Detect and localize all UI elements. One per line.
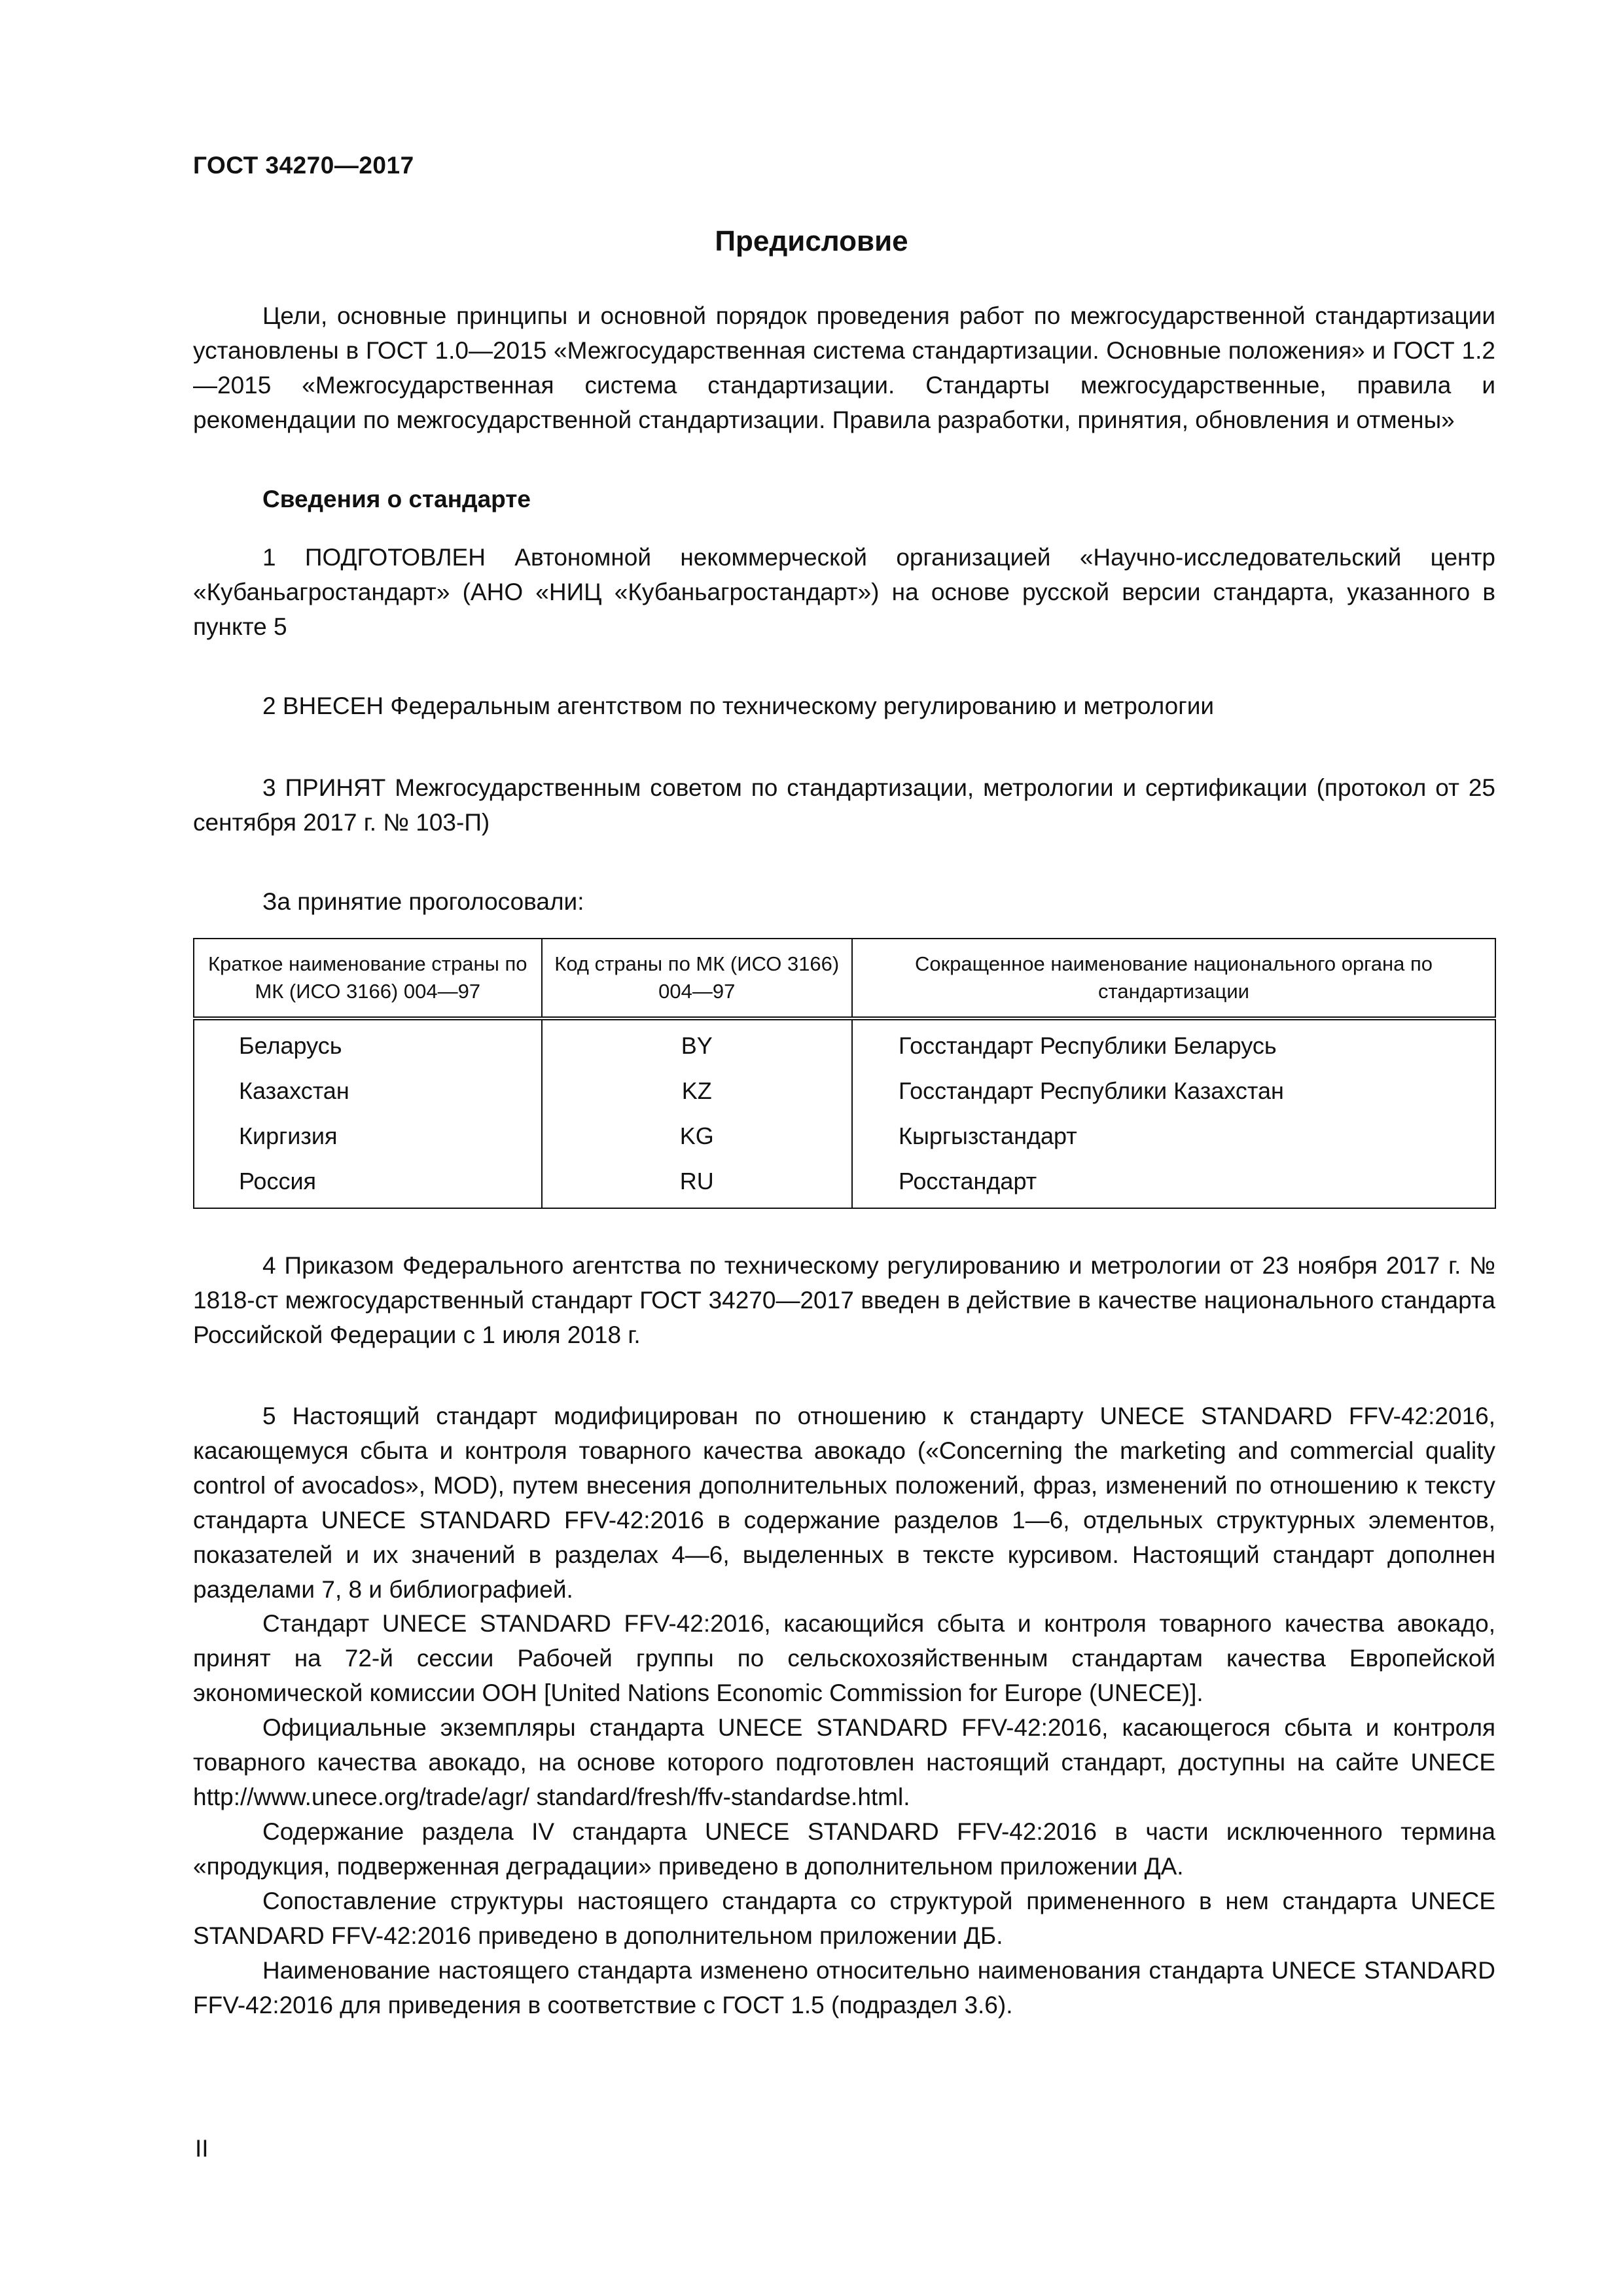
item-5-paragraph: Наименование настоящего стандарта изменено относительно наименования стандарта UNECE STANDARD FFV-42:2016 для приведения в соответствие с ГОСТ 1.5 (подраздел 3.6). (193, 1957, 1495, 2018)
code-cell: KZ (542, 1068, 852, 1113)
country-cell: Россия (194, 1158, 542, 1208)
country-cell: Казахстан (194, 1068, 542, 1113)
header-country-code: Код страны по МК (ИСО 3166) 004—97 (542, 939, 852, 1018)
voting-table (193, 938, 1496, 1209)
item-3-paragraph: 3 ПРИНЯТ Межгосударственным советом по стандартизации, метрологии и сертификации (протокол от 25 сентября 2017 г. № 103-П) (193, 774, 1495, 836)
header-national-body: Сокращенное наименование национального органа по стандартизации (852, 939, 1495, 1018)
document-header: ГОСТ 34270—2017 (193, 152, 414, 179)
header-country-name: Краткое наименование страны по МК (ИСО 3166) 004—97 (194, 939, 542, 1018)
code-cell: KG (542, 1113, 852, 1158)
item-5-paragraph: Официальные экземпляры стандарта UNECE STANDARD FFV-42:2016, касающегося сбыта и контроля товарного качества авокадо, на основе которого подготовлен настоящий стандарт, доступны на сайте UNECE http://www.unece.org/trade/agr/ standard/fresh/ffv-standardse.html. (193, 1714, 1495, 1810)
item-5-paragraph: Сопоставление структуры настоящего стандарта со структурой примененного в нем стандарта UNECE STANDARD FFV-42:2016 приведено в дополнительном приложении ДБ. (193, 1888, 1495, 1949)
page-number: II (195, 2135, 209, 2162)
code-cell: BY (542, 1018, 852, 1068)
item-1-paragraph: 1 ПОДГОТОВЛЕН Автономной некоммерческой организацией «Научно-исследовательский центр «Кубаньагростандарт» (АНО «НИЦ «Кубаньагростандарт») на основе русской версии стандарта, указанного в пункте 5 (193, 544, 1495, 640)
item-5-paragraph: Стандарт UNECE STANDARD FFV-42:2016, касающийся сбыта и контроля товарного качества авокадо, принят на 72-й сессии Рабочей группы по сельскохозяйственным стандартам качества Европейской экономической комиссии ООН [United Nations Economic Commission for Europe (UNECE)]. (193, 1610, 1495, 1706)
table-header-row (194, 939, 1495, 1018)
body-cell: Росстандарт (852, 1158, 1495, 1208)
voted-label: За принятие проголосовали: (262, 888, 584, 915)
body-cell: Госстандарт Республики Беларусь (852, 1018, 1495, 1068)
table-row (194, 1068, 1495, 1113)
table-row (194, 1158, 1495, 1208)
code-cell: RU (542, 1158, 852, 1208)
table-row (194, 1113, 1495, 1158)
intro-paragraph: Цели, основные принципы и основной порядок проведения работ по межгосударственной стандартизации установлены в ГОСТ 1.0—2015 «Межгосударственная система стандартизации. Основные положения» и ГОСТ 1.2—2015 «Межгосударственная система стандартизации. Стандарты межгосударственные, правила и рекомендации по межгосударственной стандартизации. Правила разработки, принятия, обновления и отмены» (193, 302, 1495, 433)
page-title: Предисловие (715, 225, 908, 257)
item-5-paragraph: 5 Настоящий стандарт модифицирован по отношению к стандарту UNECE STANDARD FFV-42:2016, касающемуся сбыта и контроля товарного качества авокадо («Concerning the marketing and commercial quality control of avocados», MOD), путем внесения дополнительных положений, фраз, изменений по отношению к тексту стандарта UNECE STANDARD FFV-42:2016 в содержание разделов 1—6, отдельных структурных элементов, показателей и их значений в разделах 4—6, выделенных в тексте курсивом. Настоящий стандарт дополнен разделами 7, 8 и библиографией. (193, 1403, 1495, 1603)
body-cell: Госстандарт Республики Казахстан (852, 1068, 1495, 1113)
item-2-paragraph: 2 ВНЕСЕН Федеральным агентством по техническому регулированию и метрологии (262, 692, 1215, 719)
item-4-paragraph: 4 Приказом Федерального агентства по техническому регулированию и метрологии от 23 ноября 2017 г. № 1818-ст межгосударственный стандарт ГОСТ 34270—2017 введен в действие в качестве национального стандарта Российской Федерации с 1 июля 2018 г. (193, 1252, 1495, 1348)
item-5-paragraph: Содержание раздела IV стандарта UNECE STANDARD FFV-42:2016 в части исключенного термина «продукция, подверженная деградации» приведено в дополнительном приложении ДА. (193, 1818, 1495, 1880)
country-cell: Беларусь (194, 1018, 542, 1068)
country-cell: Киргизия (194, 1113, 542, 1158)
body-cell: Кыргызстандарт (852, 1113, 1495, 1158)
table-row (194, 1018, 1495, 1068)
section-heading: Сведения о стандарте (262, 486, 531, 512)
